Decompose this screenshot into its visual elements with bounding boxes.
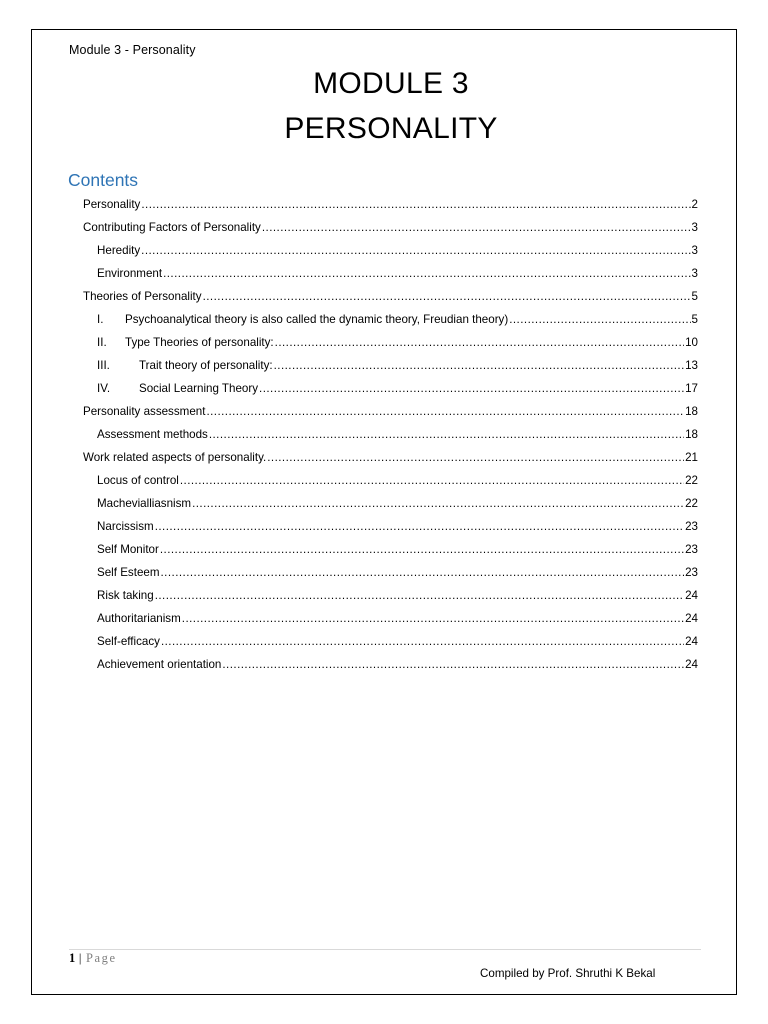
toc-label: Psychoanalytical theory is also called the dynamic theory, Freudian theory): [125, 313, 509, 326]
toc-label: Machevialliasnism: [97, 497, 192, 510]
toc-label: Environment: [97, 267, 163, 280]
toc-page-number: 22: [685, 497, 698, 510]
toc-number: I.: [97, 313, 104, 326]
dot-leader: [206, 405, 684, 419]
toc-label: Personality assessment: [83, 405, 206, 418]
toc-entry-self-esteem[interactable]: [97, 558, 698, 580]
toc-page-number: 24: [685, 658, 698, 671]
toc-label: Contributing Factors of Personality: [83, 221, 261, 234]
toc-label: Self-efficacy: [97, 635, 160, 648]
toc-label: Risk taking: [97, 589, 154, 602]
toc-label: Heredity: [97, 244, 141, 257]
dot-leader: [163, 267, 690, 281]
toc-page-number: 24: [685, 612, 698, 625]
toc-entry-authoritarianism[interactable]: [97, 604, 698, 626]
contents-heading: Contents: [68, 170, 139, 190]
dot-leader: [509, 313, 690, 327]
toc-entry-self-monitor[interactable]: [97, 535, 698, 557]
dot-leader: [262, 221, 691, 235]
toc-entry-heredity[interactable]: [97, 236, 698, 258]
module-subtitle: PERSONALITY: [284, 112, 498, 145]
page-word: Page: [85, 951, 117, 965]
toc-label: Trait theory of personality:: [139, 359, 273, 372]
toc-entry-social-learning[interactable]: [97, 374, 698, 396]
dot-leader: [267, 451, 684, 465]
toc-entry-achievement-orientation[interactable]: [97, 650, 698, 672]
footer-divider: [69, 949, 701, 950]
toc-entry-personality[interactable]: [83, 190, 698, 212]
page-label: [69, 951, 117, 966]
toc-entry-theories[interactable]: [83, 282, 698, 304]
page-number: 1: [69, 951, 77, 965]
toc-entry-assessment-methods[interactable]: [97, 420, 698, 442]
toc-page-number: 24: [685, 589, 698, 602]
toc-label: Type Theories of personality:: [125, 336, 274, 349]
toc-label: Personality: [83, 198, 141, 211]
toc-entry-psychoanalytical[interactable]: [97, 305, 698, 327]
toc-page-number: 23: [685, 520, 698, 533]
toc-label: Narcissism: [97, 520, 154, 533]
toc-page-number: 17: [685, 382, 698, 395]
toc-label: Social Learning Theory: [139, 382, 259, 395]
toc-entry-personality-assessment[interactable]: [83, 397, 698, 419]
toc-label: Theories of Personality: [83, 290, 202, 303]
dot-leader: [259, 382, 684, 396]
toc-page-number: 10: [685, 336, 698, 349]
toc-number: III.: [97, 359, 110, 372]
dot-leader: [155, 520, 684, 534]
dot-leader: [222, 658, 684, 672]
toc-page-number: 3: [691, 221, 698, 234]
toc-entry-type-theories[interactable]: [97, 328, 698, 350]
toc-page-number: 21: [685, 451, 698, 464]
toc-entry-machiavellianism[interactable]: [97, 489, 698, 511]
toc-entry-risk-taking[interactable]: [97, 581, 698, 603]
toc-label: Authoritarianism: [97, 612, 181, 625]
dot-leader: [155, 589, 684, 603]
dot-leader: [192, 497, 684, 511]
dot-leader: [209, 428, 684, 442]
toc-label: Locus of control: [97, 474, 179, 487]
compiled-by-credit: Compiled by Prof. Shruthi K Bekal: [480, 967, 656, 980]
toc-entry-self-efficacy[interactable]: [97, 627, 698, 649]
toc-page-number: 18: [685, 428, 698, 441]
dot-leader: [275, 336, 684, 350]
toc-number: II.: [97, 336, 107, 349]
dot-leader: [180, 474, 684, 488]
dot-leader: [160, 543, 684, 557]
toc-label: Self Monitor: [97, 543, 159, 556]
toc-entry-locus-of-control[interactable]: [97, 466, 698, 488]
dot-leader: [141, 244, 690, 258]
running-header: Module 3 - Personality: [69, 43, 196, 57]
toc-page-number: 13: [685, 359, 698, 372]
toc-page-number: 3: [691, 244, 698, 257]
toc-page-number: 3: [691, 267, 698, 280]
toc-label: Work related aspects of personality.: [83, 451, 267, 464]
dot-leader: [161, 635, 684, 649]
toc-label: Self Esteem: [97, 566, 160, 579]
toc-entry-trait-theory[interactable]: [97, 351, 698, 373]
dot-leader: [203, 290, 691, 304]
dot-leader: [274, 359, 684, 373]
dot-leader: [161, 566, 685, 580]
toc-page-number: 23: [685, 543, 698, 556]
toc-page-number: 5: [691, 290, 698, 303]
toc-page-number: 2: [691, 198, 698, 211]
toc-number: IV.: [97, 382, 111, 395]
dot-leader: [141, 198, 690, 212]
toc-entry-work-related[interactable]: [83, 443, 698, 465]
toc-page-number: 24: [685, 635, 698, 648]
toc-entry-environment[interactable]: [97, 259, 698, 281]
dot-leader: [182, 612, 684, 626]
module-title: MODULE 3: [313, 67, 469, 100]
toc-label: Assessment methods: [97, 428, 208, 441]
toc-entry-narcissism[interactable]: [97, 512, 698, 534]
toc-page-number: 22: [685, 474, 698, 487]
toc-page-number: 18: [685, 405, 698, 418]
toc-page-number: 5: [691, 313, 698, 326]
toc-entry-contributing-factors[interactable]: [83, 213, 698, 235]
toc-page-number: 23: [685, 566, 698, 579]
page-separator: |: [78, 951, 83, 965]
toc-label: Achievement orientation: [97, 658, 222, 671]
